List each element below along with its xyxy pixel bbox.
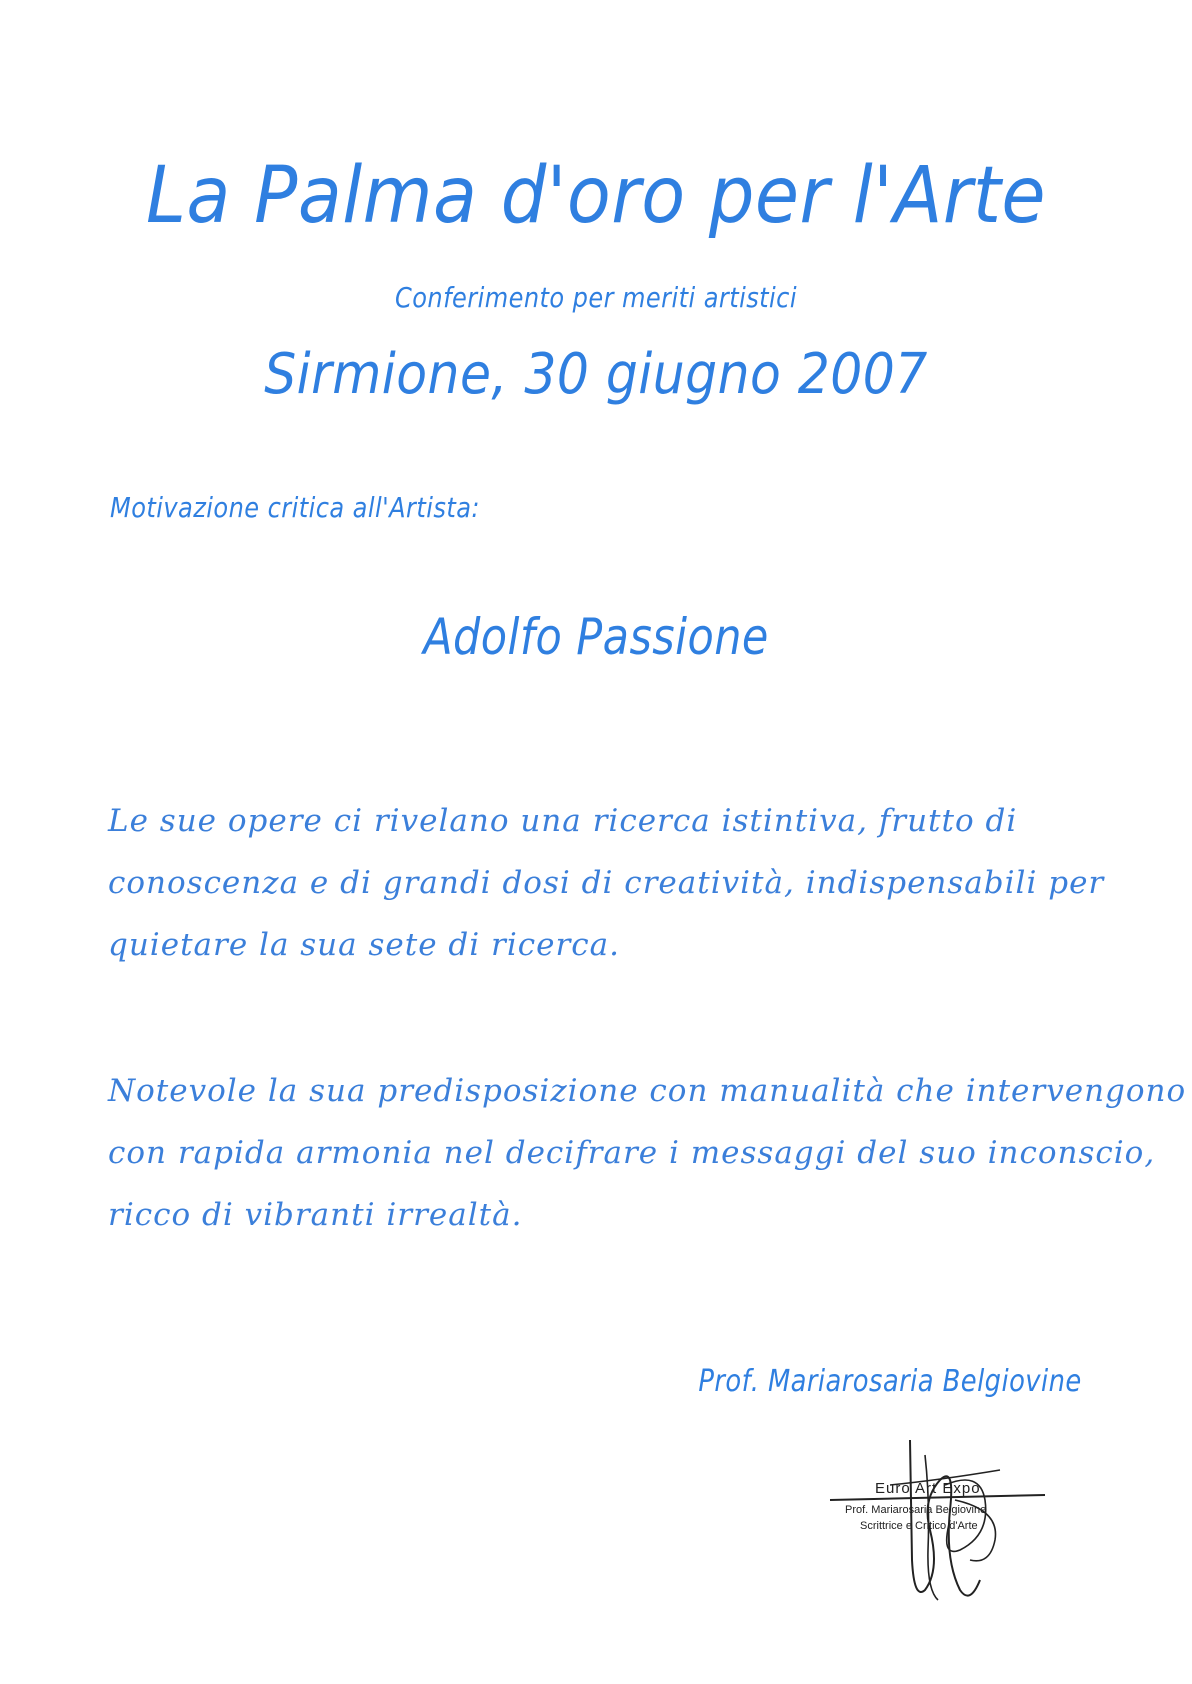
place-date: Sirmione, 30 giugno 2007	[264, 342, 928, 407]
paragraph-line: Notevole la sua predisposizione con manualità che intervengono	[108, 1073, 1187, 1109]
motivation-label: Motivazione critica all'Artista:	[110, 491, 480, 524]
stamp-line-2: Prof. Mariarosaria Belgiovine	[845, 1504, 987, 1516]
motivation-paragraph-1	[108, 790, 1108, 976]
paragraph-line: conoscenza e di grandi dosi di creatività, indispensabili per	[108, 865, 1105, 901]
motivation-paragraph-2	[108, 1060, 1187, 1246]
certificate-subtitle: Conferimento per meriti artistici	[395, 281, 797, 314]
signer-name: Prof. Mariarosaria Belgiovine	[698, 1364, 1082, 1399]
paragraph-line: ricco di vibranti irrealtà.	[108, 1197, 523, 1233]
certificate-title: La Palma d'oro per l'Arte	[145, 151, 1047, 241]
paragraph-line: quietare la sua sete di ricerca.	[108, 927, 620, 963]
paragraph-line: Le sue opere ci rivelano una ricerca istintiva, frutto di	[108, 803, 1018, 839]
paragraph-line: con rapida armonia nel decifrare i messaggi del suo inconscio,	[108, 1135, 1156, 1171]
signature-stamp	[830, 1440, 1060, 1610]
stamp-line-3: Scrittrice e Critico d'Arte	[860, 1520, 978, 1532]
stamp-line-1: Euro Art Expo	[875, 1480, 981, 1497]
artist-name: Adolfo Passione	[423, 608, 769, 666]
